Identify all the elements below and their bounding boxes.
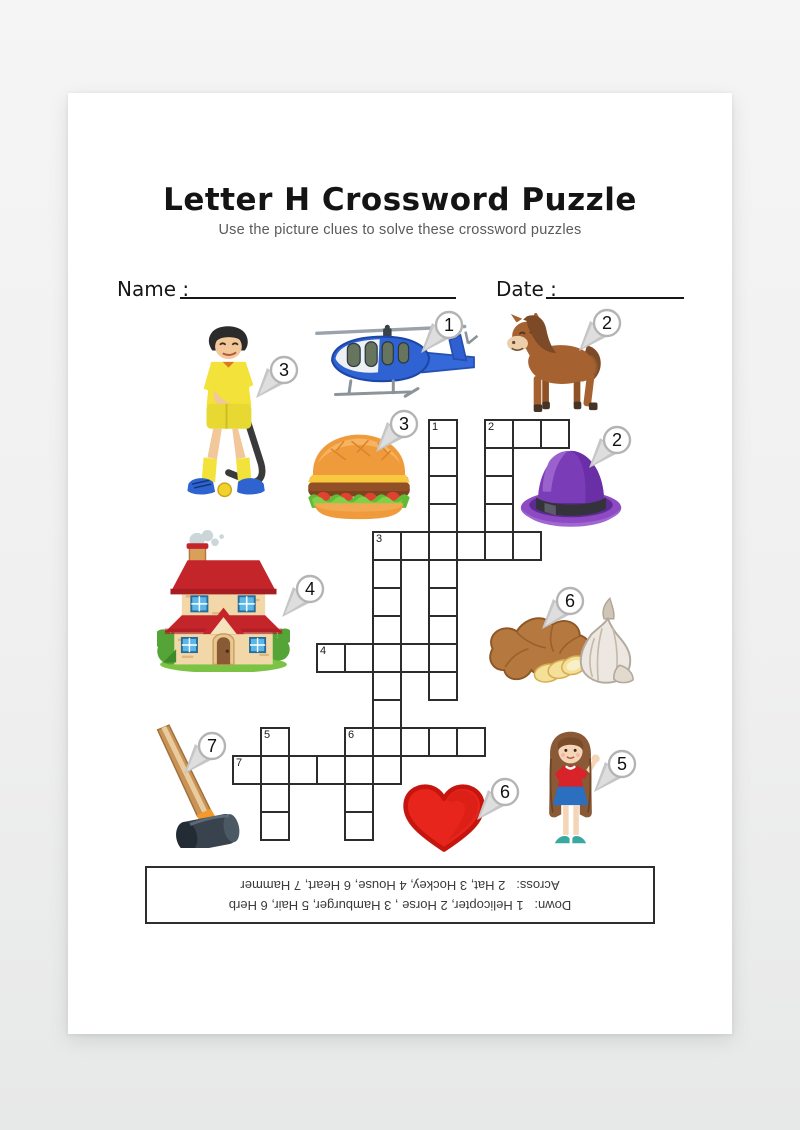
callout-number: 6 [499,782,511,802]
crossword-cell[interactable] [400,531,430,561]
crossword-cell[interactable] [484,531,514,561]
callout-number: 6 [564,591,576,611]
crossword-cell[interactable] [260,811,290,841]
callout-hair [591,749,639,800]
crossword-cell[interactable] [428,643,458,673]
cell-number: 5 [264,729,271,741]
crossword-cell[interactable] [428,559,458,589]
crossword-cell[interactable] [372,699,402,729]
callout-heart [474,777,522,828]
crossword-cell[interactable] [344,755,374,785]
crossword-cell[interactable] [372,671,402,701]
cell-number: 3 [376,533,383,545]
crossword-cell[interactable] [372,727,402,757]
crossword-cell[interactable] [428,615,458,645]
crossword-cell[interactable] [428,503,458,533]
answer-key-box [145,866,655,924]
callout-house [279,574,327,625]
house-illustration [157,530,290,677]
crossword-cell[interactable] [260,783,290,813]
worksheet-paper [68,93,732,1034]
crossword-cell[interactable] [428,419,458,449]
crossword-cell[interactable] [484,447,514,477]
crossword-cell[interactable] [400,727,430,757]
crossword-cell[interactable] [456,531,486,561]
cell-number: 7 [236,757,243,769]
callout-number: 3 [398,414,410,434]
crossword-cell[interactable] [260,727,290,757]
callout-number: 3 [278,360,290,380]
crossword-cell[interactable] [344,783,374,813]
date-label: Date : [496,277,557,301]
crossword-cell[interactable] [428,727,458,757]
crossword-cell[interactable] [428,531,458,561]
crossword-cell[interactable] [484,475,514,505]
callout-herb [539,586,587,637]
name-label: Name : [117,277,190,301]
crossword-cell[interactable] [232,755,262,785]
crossword-cell[interactable] [372,755,402,785]
crossword-cell[interactable] [512,419,542,449]
crossword-cell[interactable] [372,615,402,645]
hockey-ball [218,483,231,496]
crossword-cell[interactable] [372,559,402,589]
callout-hamburger [373,409,421,460]
callout-hockey [253,355,301,406]
crossword-cell[interactable] [400,643,430,673]
cell-number: 1 [432,421,439,433]
callout-number: 2 [601,313,613,333]
cell-number: 4 [320,645,327,657]
name-input-line[interactable] [180,297,456,299]
crossword-cell[interactable] [344,643,374,673]
date-input-line[interactable] [546,297,684,299]
crossword-cell[interactable] [484,503,514,533]
page-title: Letter H Crossword Puzzle [163,182,637,218]
crossword-cell[interactable] [428,447,458,477]
crossword-cell[interactable] [316,755,346,785]
callout-hammer [181,731,229,782]
crossword-cell[interactable] [344,811,374,841]
cell-number: 6 [348,729,355,741]
callout-hat [586,425,634,476]
crossword-cell[interactable] [344,727,374,757]
crossword-cell[interactable] [316,643,346,673]
crossword-cell[interactable] [540,419,570,449]
callout-horse [576,308,624,359]
crossword-cell[interactable] [260,755,290,785]
hockey-player-illustration [175,320,280,510]
crossword-cell[interactable] [512,531,542,561]
page-subtitle: Use the picture clues to solve these crossword puzzles [218,222,582,238]
answer-key-across: Across: 2 Hat, 3 Hockey, 4 House, 6 Heart, 7 Hammer [240,878,560,893]
callout-number: 1 [443,315,455,335]
crossword-cell[interactable] [372,587,402,617]
callout-number: 2 [611,430,623,450]
callout-helicopter [418,310,466,361]
crossword-cell[interactable] [484,419,514,449]
crossword-cell[interactable] [372,531,402,561]
callout-number: 4 [304,579,316,599]
callout-number: 5 [616,754,628,774]
callout-number: 7 [206,736,218,756]
crossword-cell[interactable] [372,643,402,673]
crossword-cell[interactable] [288,755,318,785]
crossword-cell[interactable] [428,671,458,701]
cell-number: 2 [488,421,495,433]
crossword-cell[interactable] [456,727,486,757]
answer-key-down: Down: 1 Helicopter, 2 Horse , 3 Hamburger, 5 Hair, 6 Herb [228,898,572,913]
crossword-cell[interactable] [428,587,458,617]
crossword-cell[interactable] [428,475,458,505]
